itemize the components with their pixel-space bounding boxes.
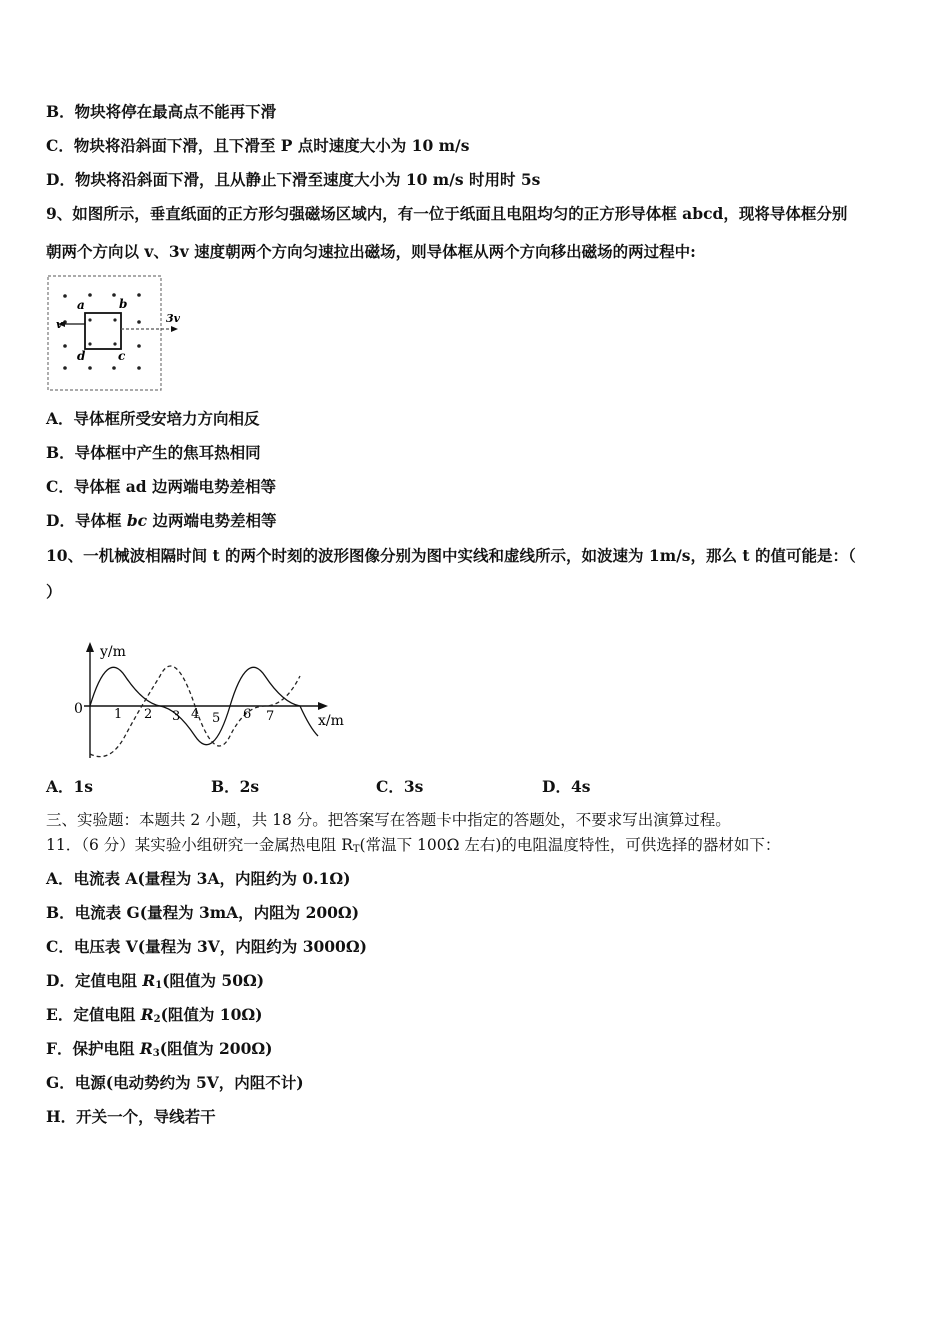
- q10-stem-line2: ）: [46, 582, 62, 601]
- q11-option-h: H．开关一个，导线若干: [46, 1107, 216, 1126]
- q11-option-d-suffix: (阻值为 50Ω): [162, 971, 265, 990]
- label-d: d: [77, 349, 86, 363]
- field-dots: [63, 293, 141, 370]
- q11-option-b: B．电流表 G(量程为 3mA，内阻为 200Ω): [46, 903, 360, 922]
- q11-option-e-r: R: [140, 1005, 154, 1024]
- q9-option-d-italic: bc: [126, 511, 148, 530]
- q8-option-b: B．物块将停在最高点不能再下滑: [46, 102, 277, 121]
- q11-option-c: C．电压表 V(量程为 3V，内阻约为 3000Ω): [46, 937, 367, 956]
- tick-4: 4: [191, 707, 200, 722]
- q11-option-d-r: R: [142, 971, 156, 990]
- q10-option-a: A．1s: [46, 777, 94, 796]
- q9-option-d-prefix: D．导体框: [46, 511, 127, 530]
- q11-option-f-suffix: (阻值为 200Ω): [159, 1039, 273, 1058]
- label-c: c: [118, 349, 126, 363]
- x-axis-label: x/m: [318, 713, 344, 729]
- tick-1: 1: [114, 707, 123, 722]
- tick-6: 6: [243, 707, 252, 722]
- tick-5: 5: [212, 711, 221, 726]
- section3-header: 三、实验题：本题共 2 小题，共 18 分。把答案写在答题卡中指定的答题处，不要求写出演算过程。: [46, 811, 731, 829]
- q10-option-d: D．4s: [542, 777, 591, 796]
- q10-wave-figure: [70, 636, 360, 766]
- q11-option-f-r: R: [139, 1039, 153, 1058]
- q9-stem-line2: 朝两个方向以 v、3v 速度朝两个方向匀速拉出磁场，则导体框从两个方向移出磁场的两过程中:: [46, 242, 696, 261]
- q11-option-e-suffix: (阻值为 10Ω): [160, 1005, 263, 1024]
- q9-magnetic-field-figure: [44, 272, 184, 394]
- label-3v: 3v: [166, 312, 181, 325]
- q11-option-a: A．电流表 A(量程为 3A，内阻约为 0.1Ω): [46, 869, 351, 888]
- q9-option-d: [46, 511, 277, 531]
- q11-stem-prefix: 11．（6 分）某实验小组研究一金属热电阻 R: [46, 836, 353, 854]
- q10-option-b: B．2s: [211, 777, 260, 796]
- q11-option-f: [46, 1039, 272, 1064]
- q11-option-e-sub: 2: [153, 1014, 161, 1025]
- q11-stem-suffix: (常温下 100Ω 左右)的电阻温度特性，可供选择的器材如下：: [359, 836, 781, 854]
- x-tick-labels: [114, 707, 274, 726]
- q11-option-d-prefix: D．定值电阻: [46, 971, 143, 990]
- tick-7: 7: [266, 709, 275, 724]
- arrow-right-icon: [171, 326, 178, 332]
- q8-option-d: D．物块将沿斜面下滑，且从静止下滑至速度大小为 10 m/s 时用时 5s: [46, 170, 541, 189]
- origin-label: 0: [74, 701, 83, 717]
- q10-option-c: C．3s: [376, 777, 424, 796]
- q10-options: [46, 775, 746, 795]
- q11-option-d: [46, 971, 264, 996]
- x-axis-arrow-icon: [318, 702, 328, 710]
- q9-option-a: A．导体框所受安培力方向相反: [46, 409, 260, 428]
- label-a: a: [77, 298, 85, 312]
- tick-3: 3: [172, 709, 181, 724]
- q11-option-f-prefix: F．保护电阻: [46, 1039, 140, 1058]
- q9-option-d-suffix: 边两端电势差相等: [147, 511, 277, 530]
- q11-stem: [46, 835, 780, 860]
- q11-option-e-prefix: E．定值电阻: [46, 1005, 141, 1024]
- q10-stem-line1: 10、一机械波相隔时间 t 的两个时刻的波形图像分别为图中实线和虚线所示，如波速为 1m/s，那么 t 的值可能是：（: [46, 546, 856, 565]
- q9-option-c: C．导体框 ad 边两端电势差相等: [46, 477, 277, 496]
- q11-option-g: G．电源(电动势约为 5V，内阻不计): [46, 1073, 304, 1092]
- field-region-dashed-square: [48, 276, 161, 390]
- y-axis-label: y/m: [100, 644, 126, 660]
- q9-option-b: B．导体框中产生的焦耳热相同: [46, 443, 261, 462]
- q8-option-c: C．物块将沿斜面下滑，且下滑至 P 点时速度大小为 10 m/s: [46, 136, 470, 155]
- q11-stem-sub: T: [352, 844, 360, 855]
- label-b: b: [119, 297, 128, 311]
- q9-stem-line1: 9、如图所示，垂直纸面的正方形匀强磁场区域内，有一位于纸面且电阻均匀的正方形导体框 abcd，现将导体框分别: [46, 204, 848, 223]
- q11-option-f-sub: 3: [152, 1048, 160, 1059]
- q11-option-e: [46, 1005, 263, 1030]
- q11-option-d-sub: 1: [155, 980, 163, 991]
- label-v: v: [56, 318, 63, 331]
- y-axis-arrow-icon: [86, 642, 94, 652]
- tick-2: 2: [144, 707, 153, 722]
